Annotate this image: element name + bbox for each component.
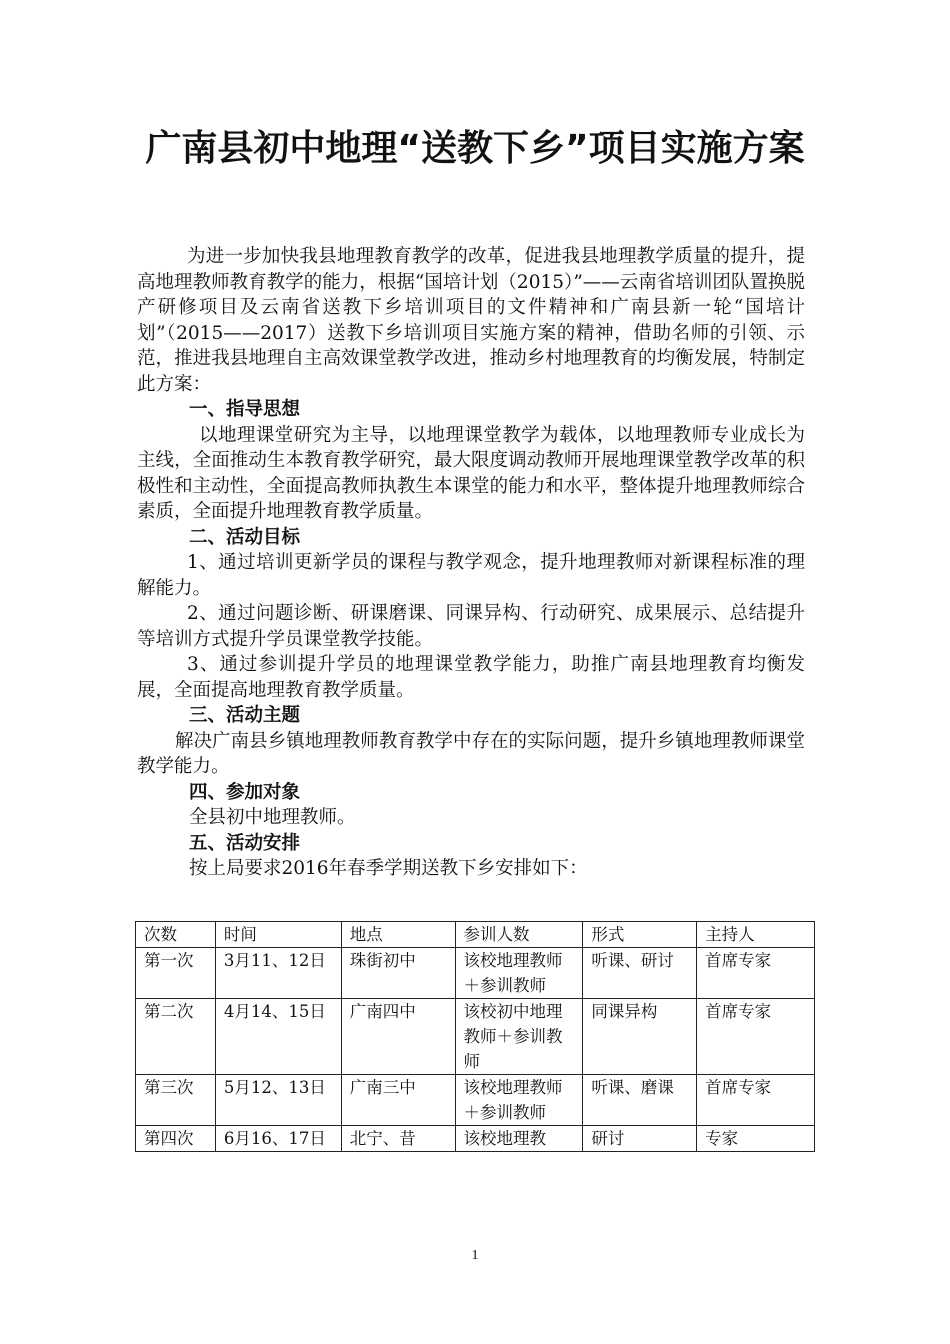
table-cell: 专家 [697,1126,815,1152]
intro-paragraph: 为进一步加快我县地理教育教学的改革，促进我县地理教学质量的提升，提高地理教师教育教学的能力，根据“国培计划（2015）”——云南省培训团队置换脱产研修项目及云南省送教下乡培训项目的文件精神和广南县新一轮“国培计划”（2015——2017）送教下乡培训项目实施方案的精神，借助名师的引领、示范，推进我县地理自主高效课堂教学改进，推动乡村地理教育的均衡发展，特制定此方案： [137,246,805,395]
table-cell: 同课异构 [583,999,697,1075]
table-header-row [136,922,815,948]
section-heading-arrangement: 五、活动安排 [189,832,301,854]
section-heading-guiding-ideology: 一、指导思想 [189,399,301,420]
table-cell: 广南四中 [341,999,455,1075]
table-header-cell: 地点 [341,922,455,948]
table-cell: 珠街初中 [341,948,455,999]
table-cell: 广南三中 [341,1075,455,1126]
table-cell: 第四次 [136,1126,216,1152]
table-header-cell: 次数 [136,922,216,948]
table-cell: 6月16、17日 [215,1126,341,1152]
table-cell: 该校地理教 [455,1126,583,1152]
table-cell: 北宁、昔 [341,1126,455,1152]
section-paragraph: 按上局要求2016年春季学期送教下乡安排如下： [189,858,588,879]
section-paragraph: 以地理课堂研究为主导，以地理课堂教学为载体，以地理教师专业成长为主线，全面推动生本教育教学研究，最大限度调动教师开展地理课堂教学改革的积极性和主动性，全面提高教师执教生本课堂的能力和水平，整体提升地理教师综合素质，全面提升地理教育教学质量。 [137,424,805,522]
table-cell: 该校初中地理教师＋参训教师 [455,999,583,1075]
goal-item: 2、通过问题诊断、研课磨课、同课异构、行动研究、成果展示、总结提升等培训方式提升学员课堂教学技能。 [137,603,805,650]
table-header-cell: 参训人数 [455,922,583,948]
schedule-table [135,921,815,1152]
goal-item: 3、通过参训提升学员的地理课堂教学能力，助推广南县地理教育均衡发展，全面提高地理教育教学质量。 [137,654,805,701]
table-row [136,999,815,1075]
table-cell: 第一次 [136,948,216,999]
table-cell: 听课、磨课 [583,1075,697,1126]
section-paragraph: 全县初中地理教师。 [189,807,356,828]
table-cell: 首席专家 [697,999,815,1075]
table-cell: 第二次 [136,999,216,1075]
page-number: 1 [471,1248,479,1263]
table-header-cell: 主持人 [697,922,815,948]
section-paragraph: 解决广南县乡镇地理教师教育教学中存在的实际问题，提升乡镇地理教师课堂教学能力。 [137,730,805,777]
table-row [136,1126,815,1152]
table-cell: 5月12、13日 [215,1075,341,1126]
table-header-cell: 时间 [215,922,341,948]
table-row [136,948,815,999]
table-cell: 3月11、12日 [215,948,341,999]
table-cell: 首席专家 [697,1075,815,1126]
document-body [137,244,805,882]
table-cell: 研讨 [583,1126,697,1152]
table-cell: 第三次 [136,1075,216,1126]
section-heading-activity-goals: 二、活动目标 [189,526,301,548]
table-cell: 4月14、15日 [215,999,341,1075]
table-header-cell: 形式 [583,922,697,948]
goal-item: 1、通过培训更新学员的课程与教学观念，提升地理教师对新课程标准的理解能力。 [137,552,805,599]
table-cell: 该校地理教师＋参训教师 [455,1075,583,1126]
document-title: 广南县初中地理“送教下乡”项目实施方案 [145,128,805,169]
table-cell: 听课、研讨 [583,948,697,999]
table-cell: 首席专家 [697,948,815,999]
table-row [136,1075,815,1126]
section-heading-activity-theme: 三、活动主题 [189,705,301,726]
section-heading-participants: 四、参加对象 [189,781,301,803]
table-cell: 该校地理教师＋参训教师 [455,948,583,999]
